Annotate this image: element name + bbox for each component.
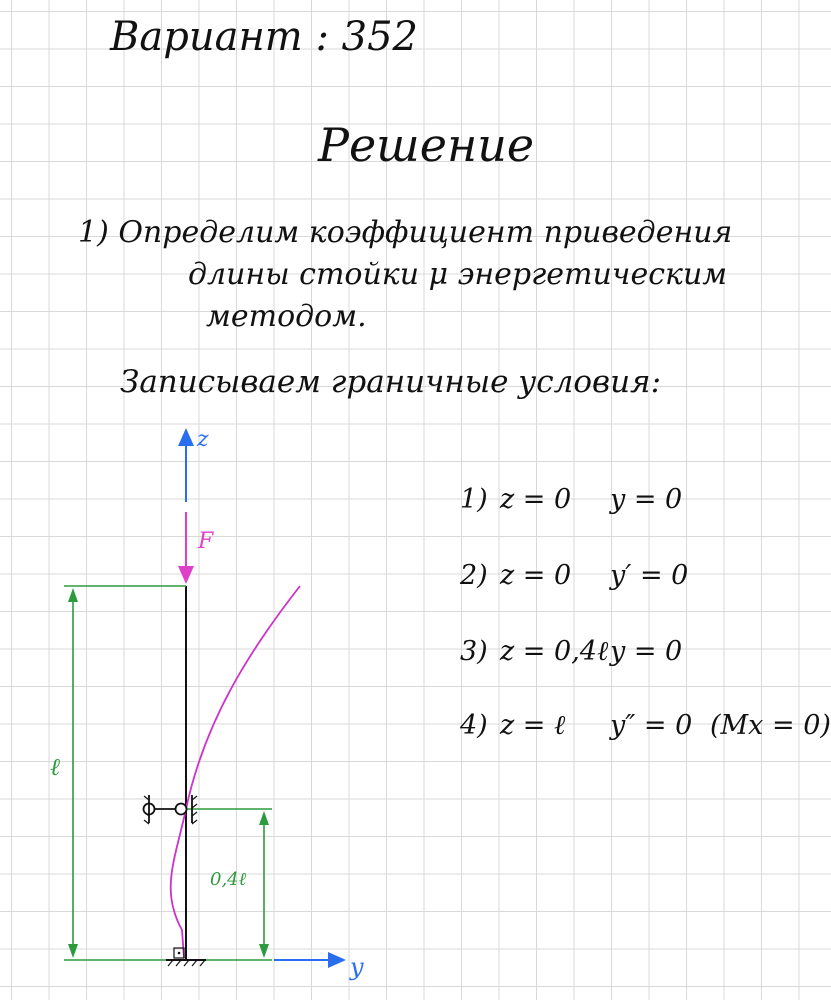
page-title: Решение <box>318 118 535 172</box>
condition-y: y″ = 0 <box>610 710 693 741</box>
condition-moment-note: (Mx = 0) <box>710 710 831 741</box>
z-axis-label: z <box>197 427 209 452</box>
condition-number: 2) <box>460 560 488 591</box>
support-height-dimension <box>259 811 269 958</box>
condition-number: 1) <box>460 484 488 515</box>
variant-heading: Вариант : 352 <box>110 14 418 60</box>
condition-z: z = 0 <box>500 560 572 591</box>
step-1-line-2: длины стойки μ энергетическим <box>188 257 728 292</box>
condition-z: z = 0 <box>500 484 572 515</box>
condition-z: z = 0,4ℓ <box>500 636 609 667</box>
length-label: ℓ <box>50 753 60 781</box>
condition-number: 4) <box>460 710 488 741</box>
length-dimension <box>68 588 78 958</box>
boundary-conditions-heading: Записываем граничные условия: <box>120 364 662 400</box>
condition-y: y = 0 <box>610 636 683 667</box>
step-1-line-1: 1) Определим коэффициент приведения <box>78 215 733 250</box>
step-1-line-3: методом. <box>206 299 367 334</box>
condition-z: z = ℓ <box>500 710 566 741</box>
condition-number: 3) <box>460 636 488 667</box>
condition-y: y = 0 <box>610 484 683 515</box>
y-axis-label: y <box>350 953 364 981</box>
condition-y: y′ = 0 <box>610 560 689 591</box>
deflection-curve <box>171 586 300 958</box>
support-height-label: 0,4ℓ <box>210 869 247 890</box>
force-label: F <box>198 529 214 554</box>
